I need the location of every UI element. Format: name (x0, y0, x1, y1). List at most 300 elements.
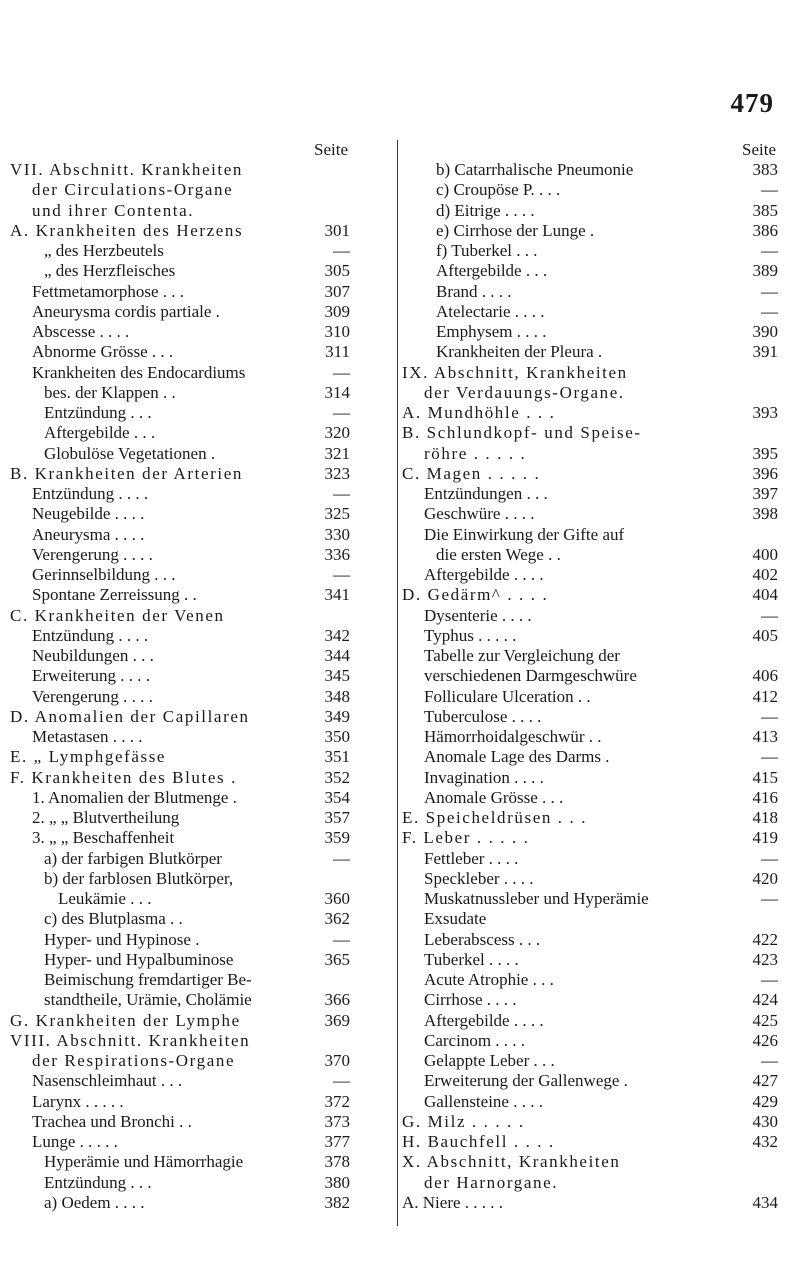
entry-page-number: 377 (324, 1132, 350, 1151)
entry-title: 3. „ „ Beschaffenheit (32, 828, 175, 848)
entry-page-number: 398 (752, 504, 778, 524)
entry-page-number: 369 (324, 1010, 350, 1030)
entry-page-number: 348 (324, 686, 350, 706)
entry-page-number: 314 (324, 382, 350, 402)
entry-title: Atelectarie . . . . (436, 301, 545, 321)
entry-title: Die Einwirkung der Gifte auf (424, 524, 625, 544)
toc-entries (10, 160, 350, 1213)
entry-page-number: 310 (324, 322, 350, 341)
entry-page-number: 345 (324, 666, 350, 686)
entry-title: c) Croupöse P. . . . (436, 180, 561, 200)
entry-page-number: 311 (325, 342, 350, 362)
toc-entry (402, 322, 778, 342)
entry-title: Folliculare Ulceration . . (424, 686, 591, 706)
entry-title: Aftergebilde . . . (44, 423, 156, 443)
toc-entry (10, 1152, 350, 1172)
entry-page-number: 301 (324, 220, 350, 240)
entry-title: Leukämie . . . (58, 889, 152, 908)
toc-entry (10, 849, 350, 869)
entry-title: e) Cirrhose der Lunge . (436, 220, 595, 240)
toc-entry (402, 201, 778, 221)
toc-entry (10, 869, 350, 889)
toc-entry (10, 302, 350, 322)
entry-page-number: 424 (752, 990, 778, 1010)
entry-title: Tuberculose . . . . (424, 706, 542, 726)
toc-entry (402, 282, 778, 302)
toc-entry (10, 950, 350, 970)
column-header: Seite (742, 140, 776, 159)
toc-entry (402, 768, 778, 788)
entry-page-number: 404 (752, 585, 778, 605)
toc-entry (10, 1112, 350, 1132)
entry-title: der Verdauungs-Organe. (424, 382, 625, 402)
entry-title: Gallensteine . . . . (424, 1091, 543, 1111)
entry-title: Entzündungen . . . (424, 484, 548, 503)
entry-title: X. Abschnitt, Krankheiten (402, 1152, 621, 1172)
toc-entry (402, 646, 778, 666)
entry-title: Neugebilde . . . . (32, 504, 145, 524)
toc-entry (402, 808, 778, 828)
entry-title: IX. Abschnitt, Krankheiten (402, 362, 628, 382)
toc-entry (10, 241, 350, 261)
entry-page-number: 366 (324, 990, 350, 1010)
entry-page-number: 380 (324, 1172, 350, 1192)
entry-title: Cirrhose . . . . (424, 990, 517, 1010)
entry-page-number: 383 (752, 160, 778, 179)
toc-entry (402, 687, 778, 707)
toc-entry (402, 261, 778, 281)
entry-title: Anomale Grösse . . . (424, 787, 564, 807)
toc-entry (402, 1112, 778, 1132)
toc-entry (402, 1031, 778, 1051)
entry-title: Erweiterung . . . . (32, 666, 151, 686)
toc-entry (10, 1051, 350, 1071)
entry-page-number: 325 (324, 504, 350, 524)
toc-entry (402, 1071, 778, 1091)
entry-page-number: 420 (752, 868, 778, 888)
entry-page-number: 323 (324, 463, 350, 483)
entry-title: Muskatnussleber und Hyperämie (424, 889, 649, 908)
entry-title: Dysenterie . . . . (424, 605, 532, 625)
toc-entry (10, 808, 350, 828)
toc-entry (10, 565, 350, 585)
toc-entry (402, 747, 778, 767)
entry-page-number: 336 (324, 544, 350, 564)
entry-title: „ des Herzfleisches (44, 261, 176, 281)
toc-entry (10, 160, 350, 180)
entry-title: a) der farbigen Blutkörper (44, 848, 222, 868)
entry-page-number: 378 (324, 1152, 350, 1172)
entry-title: Carcinom . . . . (424, 1030, 526, 1050)
entry-title: G. Krankheiten der Lymphe (10, 1010, 241, 1030)
toc-entry (10, 403, 350, 423)
entry-title: Hyperämie und Hämorrhagie (44, 1152, 244, 1172)
entry-page-number: 412 (752, 686, 778, 706)
entry-title: Neubildungen . . . (32, 646, 154, 665)
toc-entry (10, 221, 350, 241)
entry-title: Erweiterung der Gallenwege . (424, 1071, 628, 1091)
toc-entry (10, 444, 350, 464)
entry-page-number: 309 (324, 301, 350, 321)
entry-title: G. Milz . . . . . (402, 1111, 525, 1131)
toc-entry (402, 828, 778, 848)
entry-page-number: 362 (324, 909, 350, 929)
entry-page-number: — (761, 281, 778, 301)
entry-title: Aneurysma cordis partiale . (32, 301, 220, 321)
entry-title: Aneurysma . . . . (32, 524, 145, 544)
entry-page-number: 365 (324, 949, 350, 969)
entry-page-number: — (333, 241, 350, 260)
toc-entry (10, 504, 350, 524)
entry-page-number: 425 (752, 1010, 778, 1030)
entry-page-number: 360 (324, 889, 350, 908)
entry-page-number: 395 (752, 443, 778, 463)
toc-entry (402, 970, 778, 990)
toc-entry (10, 180, 350, 200)
entry-title: Hyper- und Hypalbuminose (44, 949, 234, 969)
entry-page-number: 350 (324, 727, 350, 746)
entry-page-number: — (761, 706, 778, 726)
entry-title: 1. Anomalien der Blutmenge . (32, 787, 237, 807)
entry-title: B. Krankheiten der Arterien (10, 463, 243, 483)
toc-entry (402, 403, 778, 423)
entry-page-number: 382 (324, 1192, 350, 1212)
entry-page-number: 427 (752, 1071, 778, 1091)
entry-title: B. Schlundkopf- und Speise- (402, 423, 642, 443)
entry-title: Tabelle zur Vergleichung der (424, 646, 620, 665)
toc-entry (10, 545, 350, 565)
entry-title: der Respirations-Organe (32, 1051, 236, 1070)
toc-entry (402, 909, 778, 929)
entry-title: VIII. Abschnitt. Krankheiten (10, 1030, 251, 1050)
toc-entry (10, 1011, 350, 1031)
entry-page-number: 357 (324, 808, 350, 827)
entry-page-number: 389 (752, 261, 778, 281)
toc-entry (10, 828, 350, 848)
toc-entry (402, 849, 778, 869)
entry-title: 2. „ „ Blutvertheilung (32, 808, 180, 827)
entry-title: Trachea und Bronchi . . (32, 1111, 192, 1131)
entry-title: Typhus . . . . . (424, 625, 517, 645)
entry-title: und ihrer Contenta. (32, 200, 195, 220)
toc-entry (402, 484, 778, 504)
toc-entry (10, 1092, 350, 1112)
entry-title: Spontane Zerreissung . . (32, 585, 197, 605)
entry-title: c) des Blutplasma . . (44, 909, 183, 929)
toc-entry (10, 261, 350, 281)
toc-right-column (402, 140, 778, 1213)
entry-title: Verengerung . . . . (32, 544, 153, 564)
entry-page-number: 429 (752, 1091, 778, 1111)
entry-page-number: 396 (752, 463, 778, 483)
entry-title: Hyper- und Hypinose . (44, 929, 200, 949)
toc-entry (10, 909, 350, 929)
entry-page-number: 390 (752, 322, 778, 341)
entry-title: D. Gedärm^ . . . . (402, 585, 549, 605)
toc-entry (10, 970, 350, 990)
entry-title: die ersten Wege . . (436, 544, 561, 564)
toc-entry (10, 788, 350, 808)
entry-page-number: 391 (752, 342, 778, 362)
toc-entry (402, 1193, 778, 1213)
entry-page-number: 349 (324, 706, 350, 726)
entry-title: E. Speicheldrüsen . . . (402, 808, 588, 827)
entry-page-number: 341 (324, 585, 350, 605)
column-header: Seite (314, 140, 348, 159)
entry-title: b) Catarrhalische Pneumonie (436, 160, 634, 179)
entry-title: standtheile, Urämie, Cholämie (44, 990, 252, 1010)
entry-title: Globulöse Vegetationen . (44, 443, 216, 463)
entry-title: röhre . . . . . (424, 443, 527, 463)
toc-entry (402, 788, 778, 808)
toc-entry (10, 889, 350, 909)
entry-page-number: 419 (752, 828, 778, 848)
entry-page-number: 426 (752, 1030, 778, 1050)
entry-title: f) Tuberkel . . . (436, 241, 538, 260)
entry-page-number: 373 (324, 1111, 350, 1131)
entry-title: C. Magen . . . . . (402, 463, 541, 483)
entry-title: Beimischung fremdartiger Be- (44, 970, 252, 989)
entry-title: Aftergebilde . . . (436, 261, 548, 281)
toc-entry (402, 444, 778, 464)
entry-page-number: 321 (324, 443, 350, 463)
toc-entry (10, 464, 350, 484)
toc-entry (402, 1051, 778, 1071)
toc-entry (402, 221, 778, 241)
entry-page-number: 344 (324, 646, 350, 665)
entry-title: Emphysem . . . . (436, 322, 547, 341)
entry-page-number: 405 (752, 625, 778, 645)
toc-entry (10, 585, 350, 605)
toc-entry (10, 322, 350, 342)
entry-title: Acute Atrophie . . . (424, 970, 554, 989)
toc-entry (402, 302, 778, 322)
entry-title: Nasenschleimhaut . . . (32, 1071, 183, 1091)
toc-entry (10, 747, 350, 767)
entry-title: d) Eitrige . . . . (436, 200, 535, 220)
toc-entry (402, 666, 778, 686)
toc-entry (402, 504, 778, 524)
toc-entry (10, 626, 350, 646)
entry-page-number: — (761, 301, 778, 321)
toc-entry (402, 1132, 778, 1152)
entry-title: Geschwüre . . . . (424, 504, 535, 524)
entry-title: Tuberkel . . . . (424, 949, 519, 969)
entry-page-number: 385 (752, 200, 778, 220)
entry-title: H. Bauchfell . . . . (402, 1132, 555, 1151)
toc-entry (402, 383, 778, 403)
entry-title: E. „ Lymphgefässe (10, 747, 167, 767)
entry-title: C. Krankheiten der Venen (10, 605, 225, 625)
entry-title: Speckleber . . . . (424, 868, 534, 888)
toc-entry (10, 342, 350, 362)
entry-title: Entzündung . . . (44, 403, 152, 422)
toc-entry (402, 930, 778, 950)
entry-page-number: 370 (324, 1051, 350, 1070)
toc-entry (402, 342, 778, 362)
toc-entry (10, 727, 350, 747)
entry-title: der Harnorgane. (424, 1172, 559, 1192)
entry-page-number: 397 (752, 484, 778, 503)
toc-entries (402, 160, 778, 1213)
toc-entry (402, 180, 778, 200)
entry-title: Gerinnselbildung . . . (32, 565, 176, 584)
entry-page-number: — (333, 362, 350, 382)
toc-entry (10, 484, 350, 504)
entry-title: Aftergebilde . . . . (424, 1010, 544, 1030)
entry-page-number: — (333, 484, 350, 503)
entry-title: Hämorrhoidalgeschwür . . (424, 727, 602, 746)
entry-page-number: 359 (324, 828, 350, 848)
entry-page-number: 386 (752, 220, 778, 240)
entry-title: Anomale Lage des Darms . (424, 747, 610, 767)
toc-entry (402, 1152, 778, 1172)
entry-title: Aftergebilde . . . . (424, 565, 544, 584)
entry-title: a) Oedem . . . . (44, 1192, 145, 1212)
toc-entry (402, 950, 778, 970)
toc-entry (10, 707, 350, 727)
entry-page-number: 351 (324, 747, 350, 767)
toc-entry (402, 585, 778, 605)
toc-entry (402, 363, 778, 383)
entry-page-number: — (761, 848, 778, 868)
entry-page-number: — (761, 970, 778, 989)
toc-entry (10, 768, 350, 788)
entry-page-number: 430 (752, 1111, 778, 1131)
toc-entry (10, 282, 350, 302)
toc-entry (10, 666, 350, 686)
toc-entry (402, 626, 778, 646)
entry-title: bes. der Klappen . . (44, 382, 176, 402)
toc-entry (10, 1071, 350, 1091)
entry-title: Entzündung . . . . (32, 625, 149, 645)
entry-title: Fettmetamorphose . . . (32, 281, 185, 301)
entry-page-number: — (333, 929, 350, 949)
entry-title: Abscesse . . . . (32, 322, 130, 341)
toc-entry (402, 889, 778, 909)
toc-entry (10, 646, 350, 666)
entry-title: F. Leber . . . . . (402, 828, 530, 848)
entry-title: Krankheiten des Endocardiums (32, 362, 246, 382)
entry-title: Verengerung . . . . (32, 686, 153, 706)
toc-entry (10, 606, 350, 626)
toc-entry (10, 423, 350, 443)
entry-page-number: — (333, 848, 350, 868)
toc-entry (402, 525, 778, 545)
entry-page-number: 320 (324, 423, 350, 443)
toc-entry (402, 606, 778, 626)
entry-page-number: 432 (752, 1132, 778, 1151)
entry-page-number: — (761, 180, 778, 200)
entry-title: der Circulations-Organe (32, 180, 234, 200)
entry-page-number: 402 (752, 565, 778, 584)
entry-title: Exsudate (424, 909, 487, 929)
toc-entry (402, 990, 778, 1010)
entry-page-number: — (761, 241, 778, 260)
toc-entry (10, 363, 350, 383)
entry-title: Invagination . . . . (424, 767, 544, 787)
toc-entry (402, 565, 778, 585)
entry-page-number: 342 (324, 625, 350, 645)
entry-page-number: 415 (752, 767, 778, 787)
toc-entry (402, 707, 778, 727)
entry-title: A. Niere . . . . . (402, 1192, 504, 1212)
toc-entry (10, 383, 350, 403)
entry-title: A. Krankheiten des Herzens (10, 220, 244, 240)
entry-title: VII. Abschnitt. Krankheiten (10, 160, 243, 179)
page-number: 479 (730, 88, 774, 118)
entry-title: Fettleber . . . . (424, 848, 519, 868)
toc-entry (10, 687, 350, 707)
entry-page-number: — (333, 565, 350, 584)
entry-title: b) der farblosen Blutkörper, (44, 868, 234, 888)
entry-title: Abnorme Grösse . . . (32, 342, 174, 362)
entry-page-number: 372 (324, 1091, 350, 1111)
entry-page-number: — (333, 403, 350, 422)
entry-title: Entzündung . . . (44, 1172, 152, 1192)
entry-page-number: 352 (324, 767, 350, 787)
toc-entry (402, 1092, 778, 1112)
entry-page-number: 400 (752, 544, 778, 564)
entry-page-number: 406 (752, 666, 778, 686)
toc-entry (402, 727, 778, 747)
entry-page-number: — (761, 605, 778, 625)
entry-title: verschiedenen Darmgeschwüre (424, 666, 637, 686)
entry-page-number: 434 (752, 1192, 778, 1212)
entry-page-number: — (761, 1051, 778, 1070)
entry-title: Metastasen . . . . (32, 727, 143, 746)
toc-entry (10, 201, 350, 221)
toc-entry (402, 545, 778, 565)
toc-entry (402, 464, 778, 484)
toc-entry (10, 930, 350, 950)
toc-entry (10, 1193, 350, 1213)
entry-page-number: 305 (324, 261, 350, 281)
toc-entry (402, 241, 778, 261)
entry-title: Krankheiten der Pleura . (436, 342, 603, 362)
entry-title: A. Mundhöhle . . . (402, 403, 556, 422)
toc-entry (402, 869, 778, 889)
entry-title: Lunge . . . . . (32, 1132, 118, 1151)
entry-page-number: 393 (752, 403, 778, 422)
entry-title: Larynx . . . . . (32, 1091, 124, 1111)
entry-page-number: 413 (752, 727, 778, 746)
toc-left-column (10, 140, 350, 1213)
entry-page-number: — (761, 889, 778, 908)
entry-page-number: 423 (752, 949, 778, 969)
entry-title: „ des Herzbeutels (44, 241, 164, 260)
entry-title: Leberabscess . . . (424, 929, 541, 949)
entry-page-number: 422 (752, 929, 778, 949)
entry-page-number: 354 (324, 787, 350, 807)
entry-page-number: 416 (752, 787, 778, 807)
toc-entry (10, 990, 350, 1010)
toc-entry (10, 1132, 350, 1152)
entry-page-number: — (761, 747, 778, 767)
column-divider (397, 140, 398, 1226)
toc-entry (402, 1011, 778, 1031)
entry-title: Entzündung . . . . (32, 484, 149, 503)
toc-entry (10, 1173, 350, 1193)
toc-entry (10, 1031, 350, 1051)
entry-page-number: 330 (324, 524, 350, 544)
entry-page-number: 418 (752, 808, 778, 827)
toc-entry (10, 525, 350, 545)
entry-title: Brand . . . . (436, 281, 512, 301)
entry-title: D. Anomalien der Capillaren (10, 706, 250, 726)
toc-entry (402, 160, 778, 180)
toc-entry (402, 423, 778, 443)
